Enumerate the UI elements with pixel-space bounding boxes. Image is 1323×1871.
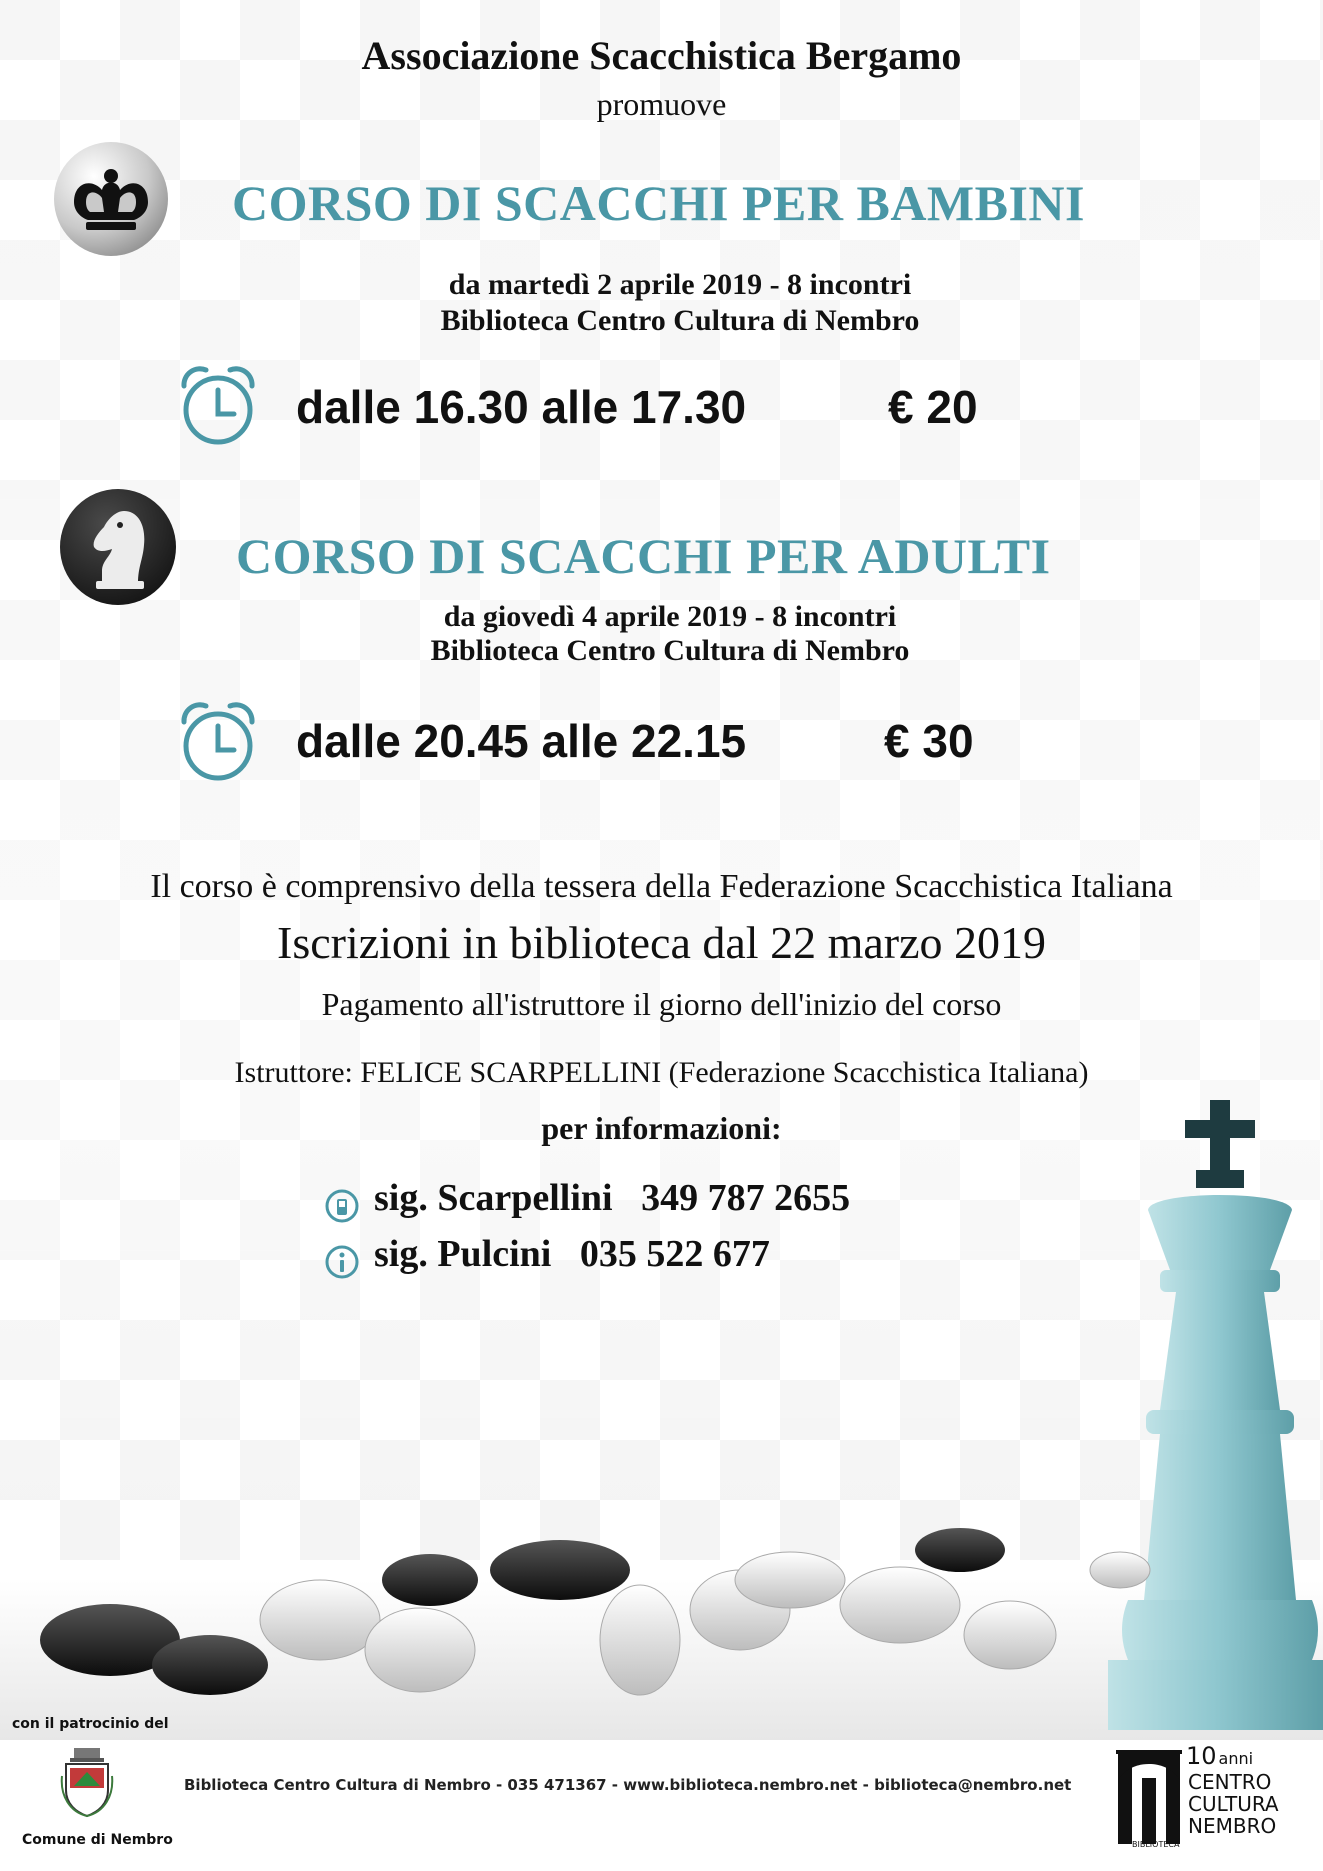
chess-king-icon — [52, 140, 170, 258]
course-time-adults: dalle 20.45 alle 22.15 — [296, 715, 747, 767]
contact-name: sig. Pulcini — [374, 1233, 552, 1275]
course-location-adults: Biblioteca Centro Cultura di Nembro — [430, 634, 910, 667]
alarm-clock-icon — [178, 700, 258, 784]
course-price-adults: € 30 — [884, 715, 974, 767]
brand-years: 10 anni — [1186, 1742, 1254, 1770]
course-price-kids: € 20 — [888, 381, 978, 433]
course-time-kids: dalle 16.30 alle 17.30 — [296, 381, 747, 433]
fallen-pieces — [40, 1528, 1150, 1695]
info-heading: per informazioni: — [541, 1110, 782, 1146]
membership-note: Il corso è comprensivo della tessera della Federazione Scacchistica Italiana — [150, 868, 1173, 905]
municipality-name: Comune di Nembro — [22, 1832, 173, 1848]
alarm-clock-icon — [178, 364, 258, 448]
standing-king-piece — [1108, 1100, 1323, 1730]
brand-small-label: BIBLIOTECA — [1132, 1840, 1180, 1849]
course-location-kids: Biblioteca Centro Cultura di Nembro — [440, 304, 920, 337]
brand-line-centro: CENTRO — [1188, 1770, 1272, 1794]
course-dates-adults: da giovedì 4 aprile 2019 - 8 incontri — [443, 600, 897, 633]
organization-name: Associazione Scacchistica Bergamo — [361, 33, 962, 78]
contact-phone: 035 522 677 — [579, 1233, 770, 1275]
fallen-chess-pieces-illustration — [0, 1080, 1323, 1740]
course-title-kids: CORSO DI SCACCHI PER BAMBINI — [232, 175, 1085, 231]
contact-name: sig. Scarpellini — [374, 1177, 613, 1219]
municipality-crest-icon — [60, 1746, 114, 1818]
instructor-note: Istruttore: FELICE SCARPELLINI (Federazione Scacchistica Italiana) — [234, 1056, 1089, 1089]
payment-note: Pagamento all'istruttore il giorno dell'inizio del corso — [321, 986, 1002, 1022]
centro-cultura-logo — [1116, 1744, 1316, 1854]
contact-phone: 349 787 2655 — [641, 1177, 851, 1219]
library-contact-line: Biblioteca Centro Cultura di Nembro - 035 471367 - www.biblioteca.nembro.net - biblioteca@nembro.net — [184, 1776, 1072, 1794]
course-dates-kids: da martedì 2 aprile 2019 - 8 incontri — [448, 268, 912, 301]
registration-note: Iscrizioni in biblioteca dal 22 marzo 2019 — [277, 917, 1046, 968]
chess-knight-icon — [58, 487, 178, 607]
brand-line-cultura: CULTURA — [1188, 1792, 1279, 1816]
patronage-label: con il patrocinio del — [12, 1716, 169, 1732]
course-title-adults: CORSO DI SCACCHI PER ADULTI — [236, 528, 1051, 584]
library-building-icon — [1116, 1750, 1182, 1850]
brand-line-nembro: NEMBRO — [1188, 1814, 1277, 1838]
organization-subtitle: promuove — [596, 86, 727, 122]
